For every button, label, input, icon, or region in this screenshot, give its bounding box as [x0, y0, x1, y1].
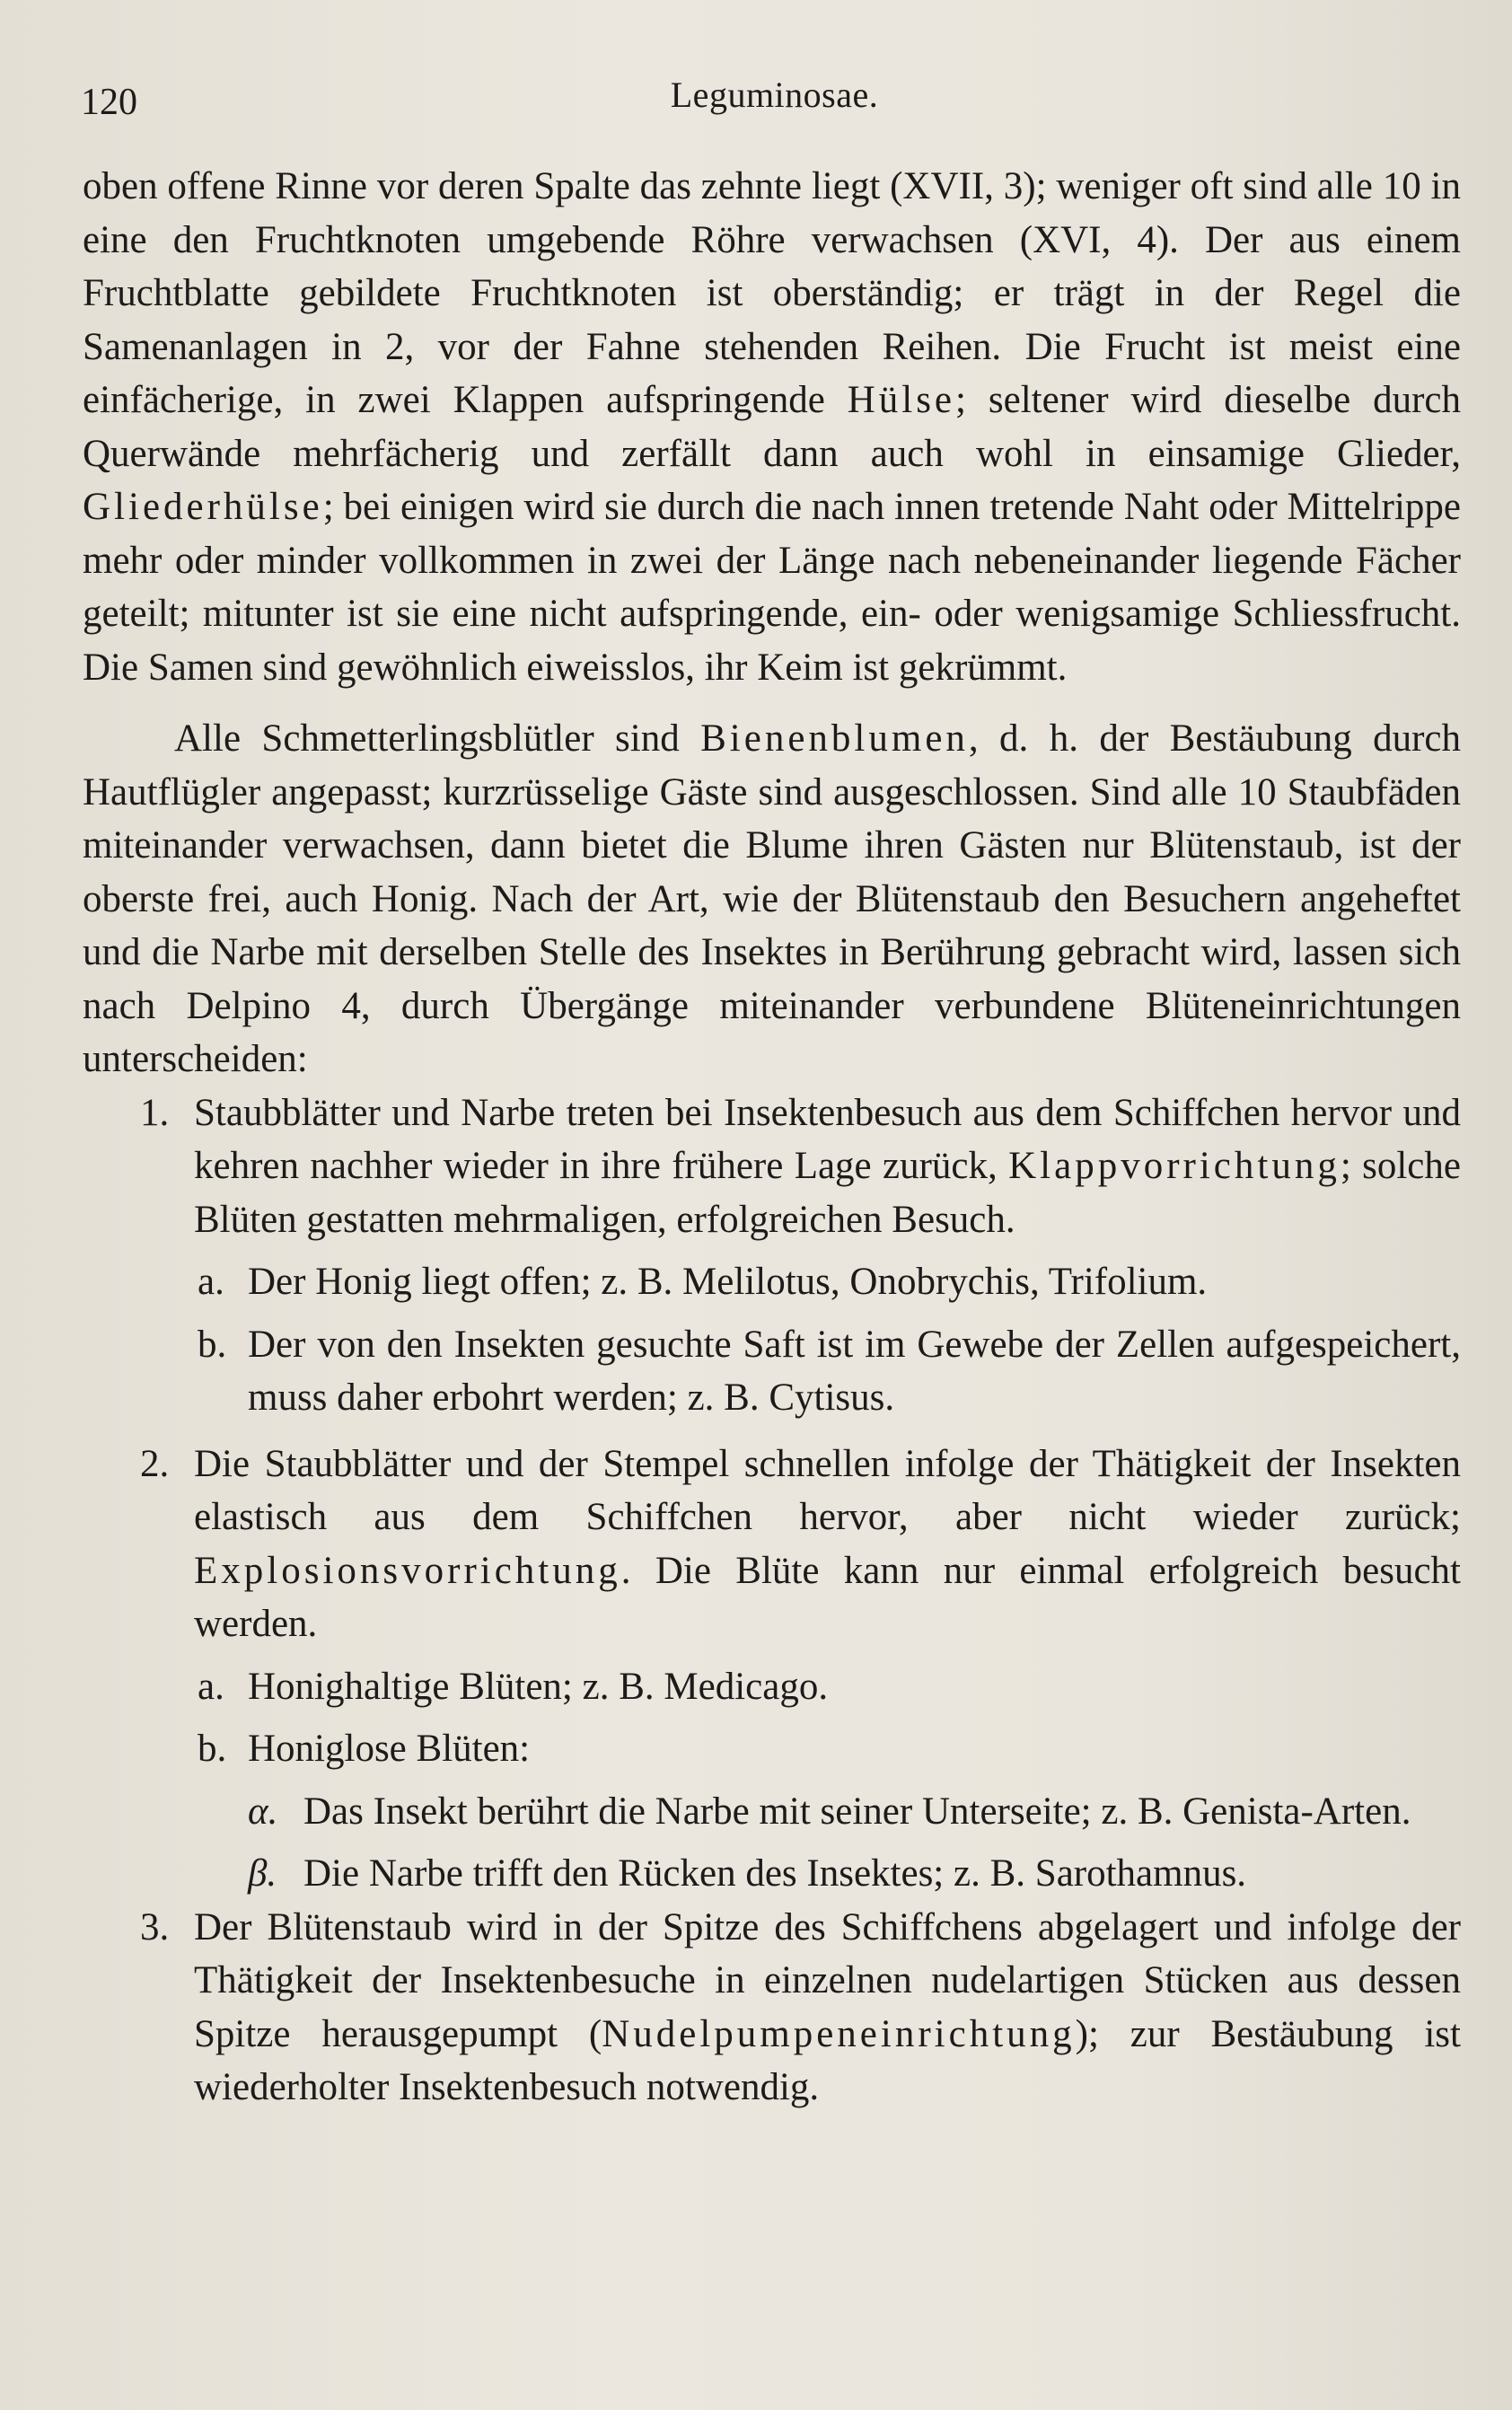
- page-number: 120: [81, 82, 137, 123]
- list-item-2b-beta: [83, 1847, 1461, 1901]
- list-item-2: [83, 1438, 1461, 1651]
- list-marker: 1.: [140, 1091, 170, 1134]
- spaced-term-nudelpumpeneinrichtung: Nudelpumpeneinrichtung: [602, 2012, 1076, 2055]
- text-run: ; seltener wird dieselbe durch Querwände mehrfächerig und zerfällt dann auch wohl in einsamige Glieder,: [83, 379, 1461, 475]
- list-marker: β.: [248, 1852, 277, 1895]
- text-run: Honighaltige Blüten; z. B. Medicago.: [248, 1665, 829, 1708]
- spaced-term-huelse: Hülse: [847, 379, 956, 421]
- text-run: ); zur Bestäubung ist wiederholter Insektenbesuch notwendig.: [194, 2012, 1461, 2108]
- spaced-term-bienenblumen: Bienenblumen: [700, 717, 969, 760]
- text-run: Die Narbe trifft den Rücken des Insektes; z. B. Sarothamnus.: [303, 1852, 1247, 1895]
- list-marker: b.: [198, 1323, 227, 1366]
- paragraph-fruit-description: [83, 160, 1461, 694]
- list-marker: b.: [198, 1728, 227, 1770]
- list-item-3: [83, 1901, 1461, 2115]
- spaced-term-klappvorrichtung: Klappvorrichtung: [1008, 1145, 1341, 1187]
- spaced-term-gliederhuelse: Gliederhülse: [83, 486, 323, 528]
- text-run: . Die Blüte kann nur einmal erfolgreich besucht werden.: [194, 1549, 1461, 1645]
- spaced-term-explosionsvorrichtung: Explosionsvorrichtung: [194, 1549, 621, 1592]
- list-item-1a: [83, 1255, 1461, 1309]
- text-run: Alle Schmetterlingsblütler sind: [174, 717, 701, 760]
- page-body: [83, 160, 1461, 2115]
- list-marker: a.: [198, 1665, 224, 1708]
- text-run: ; bei einigen wird sie durch die nach innen tretende Naht oder Mittelrippe mehr oder minder vollkommen in zwei der Länge nach nebeneinander liegende Fächer geteilt; mitunter ist sie eine nicht aufspringende, ein- oder wenigsamige Schliessfrucht. Die Samen sind gewöhnlich eiweisslos, ihr Keim ist gekrümmt.: [83, 486, 1461, 689]
- list-marker: a.: [198, 1261, 224, 1303]
- running-title: Leguminosae.: [670, 75, 879, 115]
- list-marker: α.: [248, 1790, 278, 1833]
- text-run: , d. h. der Bestäubung durch Hautflügler angepasst; kurzrüsselige Gäste sind ausgeschlossen. Sind alle 10 Staubfäden miteinander verwachsen, dann bietet die Blume ihren Gästen nur Blütenstaub, ist der oberste frei, auch Honig. Nach der Art, wie der Blütenstaub den Besuchern angeheftet und die Narbe mit derselben Stelle des Insektes in Berührung gebracht wird, lassen sich nach Delpino 4, durch Übergänge miteinander verbundene Blüteneinrichtungen unterscheiden:: [83, 717, 1461, 1080]
- list-item-2a: [83, 1660, 1461, 1714]
- text-run: Honiglose Blüten:: [248, 1728, 531, 1770]
- text-run: Staubblätter und Narbe treten bei Insektenbesuch aus dem Schiffchen hervor und kehren nachher wieder in ihre frühere Lage zurück,: [194, 1091, 1461, 1187]
- text-run: Der Honig liegt offen; z. B. Melilotus, Onobrychis, Trifolium.: [248, 1261, 1208, 1303]
- text-run: Der Blütenstaub wird in der Spitze des Schiffchens abgelagert und infolge der Thätigkeit der Insektenbesuche in einzelnen nudelartigen Stücken aus dessen Spitze herausgepumpt (: [194, 1905, 1461, 2055]
- list-marker: 2.: [140, 1442, 170, 1485]
- text-run: ; solche Blüten gestatten mehrmaligen, erfolgreichen Besuch.: [194, 1145, 1461, 1241]
- list-marker: 3.: [140, 1905, 170, 1948]
- list-item-1b: [83, 1318, 1461, 1425]
- paragraph-pollination: [83, 712, 1461, 1086]
- list-item-2b: [83, 1722, 1461, 1776]
- text-run: Die Staubblätter und der Stempel schnellen infolge der Thätigkeit der Insekten elastisch aus dem Schiffchen hervor, aber nicht wieder zurück;: [194, 1442, 1461, 1538]
- text-run: Das Insekt berührt die Narbe mit seiner Unterseite; z. B. Genista-Arten.: [303, 1790, 1411, 1833]
- page-header: [81, 74, 1468, 128]
- list-item-2b-alpha: [83, 1785, 1461, 1839]
- list-item-1: [83, 1086, 1461, 1247]
- text-run: Der von den Insekten gesuchte Saft ist im Gewebe der Zellen aufgespeichert, muss daher erbohrt werden; z. B. Cytisus.: [248, 1323, 1461, 1419]
- text-run: oben offene Rinne vor deren Spalte das zehnte liegt (XVII, 3); weniger oft sind alle 10 in eine den Fruchtknoten umgebende Röhre verwachsen (XVI, 4). Der aus einem Fruchtblatte gebildete Fruchtknoten ist oberständig; er trägt in der Regel die Samenanlagen in 2, vor der Fahne stehenden Reihen. Die Frucht ist meist eine einfächerige, in zwei Klappen aufspringende: [83, 165, 1461, 421]
